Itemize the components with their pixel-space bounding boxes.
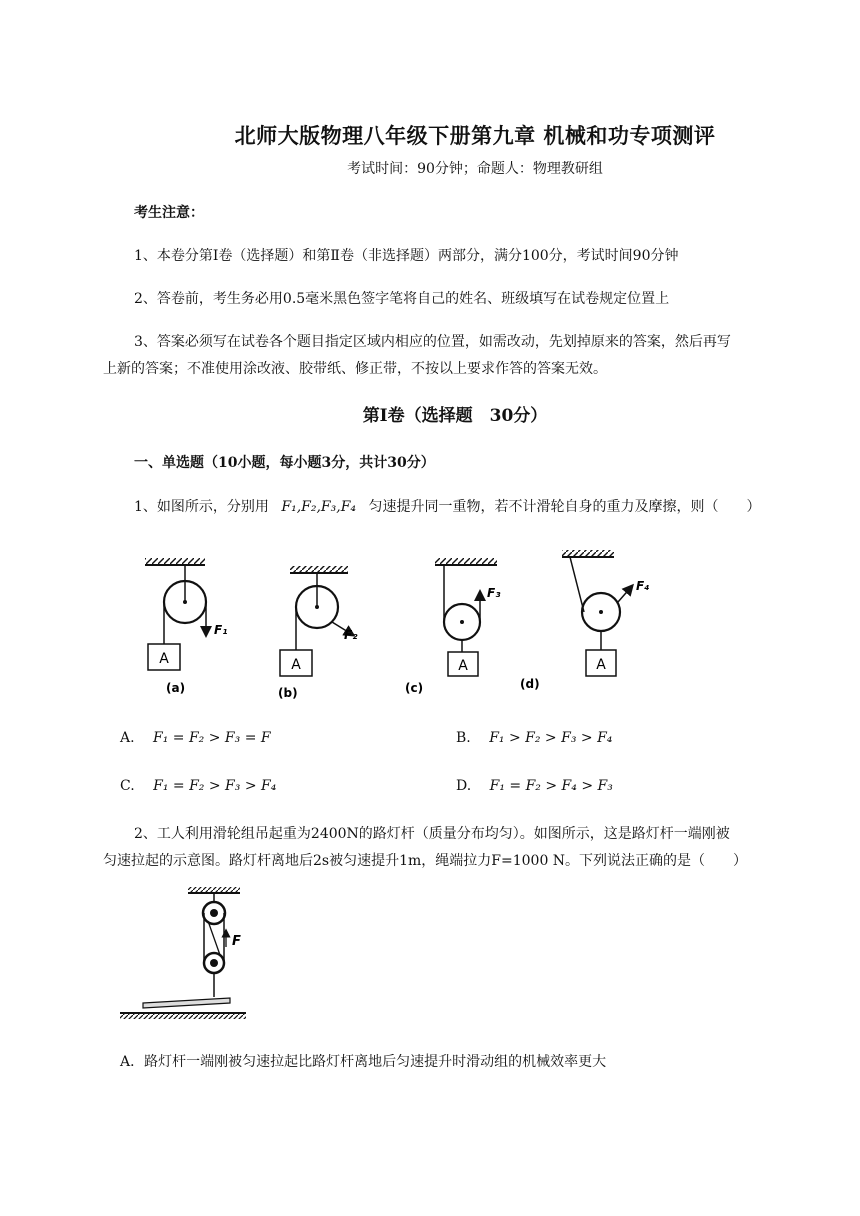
- pulley-d: [520, 550, 649, 691]
- section-title: 第Ⅰ卷（选择题 30分）: [362, 406, 548, 426]
- option-d-label: D.: [456, 778, 472, 794]
- option-d-expr: F₁ = F₂ > F₄ > F₃: [489, 778, 613, 794]
- pulley-b: [278, 566, 358, 700]
- notice-item-3-cont: 上新的答案；不准使用涂改液、胶带纸、修正带，不按以上要求作答的答案无效。: [103, 361, 607, 377]
- option-a-label: A.: [120, 730, 135, 746]
- notice-item-2: 2、答卷前，考生务必用0.5毫米黑色签字笔将自己的姓名、班级填写在试卷规定位置上: [134, 291, 670, 307]
- q1-suffix: 匀速提升同一重物，若不计滑轮自身的重力及摩擦，则（ ）: [368, 499, 761, 515]
- force-label-f4: F₄: [636, 579, 650, 593]
- question-1-stem: [134, 494, 760, 521]
- block-c-label: A: [458, 658, 468, 674]
- q2-pulley-block-figure: [118, 885, 253, 1025]
- caption-a: (a): [166, 681, 186, 695]
- option-b-label: B.: [456, 730, 471, 746]
- pulley-c: [405, 558, 501, 695]
- q1-forces: F₁,F₂,F₃,F₄: [281, 499, 357, 515]
- q1-prefix: 1、如图所示，分别用: [134, 499, 269, 515]
- exam-info: 考试时间：90分钟；命题人：物理教研组: [347, 161, 603, 177]
- caption-b: (b): [278, 686, 298, 700]
- caption-d: (d): [520, 677, 540, 691]
- question-2-line-1: 2、工人利用滑轮组吊起重为2400N的路灯杆（质量分布均匀）。如图所示，这是路灯杆一端刚被: [134, 826, 730, 842]
- part-heading: 一、单选题（10小题，每小题3分，共计30分）: [134, 455, 435, 471]
- q2-option-a[interactable]: A．路灯杆一端刚被匀速拉起比路灯杆离地后匀速提升时滑动组的机械效率更大: [120, 1054, 607, 1070]
- option-c-label: C.: [120, 778, 135, 794]
- q1-option-b[interactable]: [456, 730, 612, 746]
- notice-item-1: 1、本卷分第Ⅰ卷（选择题）和第Ⅱ卷（非选择题）两部分，满分100分，考试时间90分钟: [134, 248, 679, 264]
- option-c-expr: F₁ = F₂ > F₃ > F₄: [153, 778, 277, 794]
- force-label-f2: F₂: [344, 628, 358, 642]
- q1-pulley-figure: [110, 540, 670, 710]
- force-label-f3: F₃: [487, 586, 501, 600]
- block-a-label: A: [159, 651, 169, 667]
- force-label-f: F: [232, 934, 241, 949]
- q1-option-a[interactable]: [120, 730, 271, 746]
- block-b-label: A: [291, 657, 301, 673]
- notice-item-3: 3、答案必须写在试卷各个题目指定区域内相应的位置，如需改动，先划掉原来的答案，然后再写: [134, 334, 731, 350]
- caption-c: (c): [405, 681, 424, 695]
- option-a-expr: F₁ = F₂ > F₃ = F: [153, 730, 271, 746]
- question-2-line-2: 匀速拉起的示意图。路灯杆离地后2s被匀速提升1m，绳端拉力F=1000 N。下列说法正确的是（ ）: [103, 853, 748, 869]
- force-label-f1: F₁: [214, 623, 228, 637]
- q1-option-c[interactable]: [120, 778, 276, 794]
- block-d-label: A: [596, 657, 606, 673]
- pulley-a: [145, 558, 227, 695]
- page-title: 北师大版物理八年级下册第九章 机械和功专项测评: [234, 123, 716, 148]
- q1-option-d[interactable]: [456, 778, 613, 794]
- option-b-expr: F₁ > F₂ > F₃ > F₄: [489, 730, 613, 746]
- notice-heading: 考生注意：: [134, 205, 204, 221]
